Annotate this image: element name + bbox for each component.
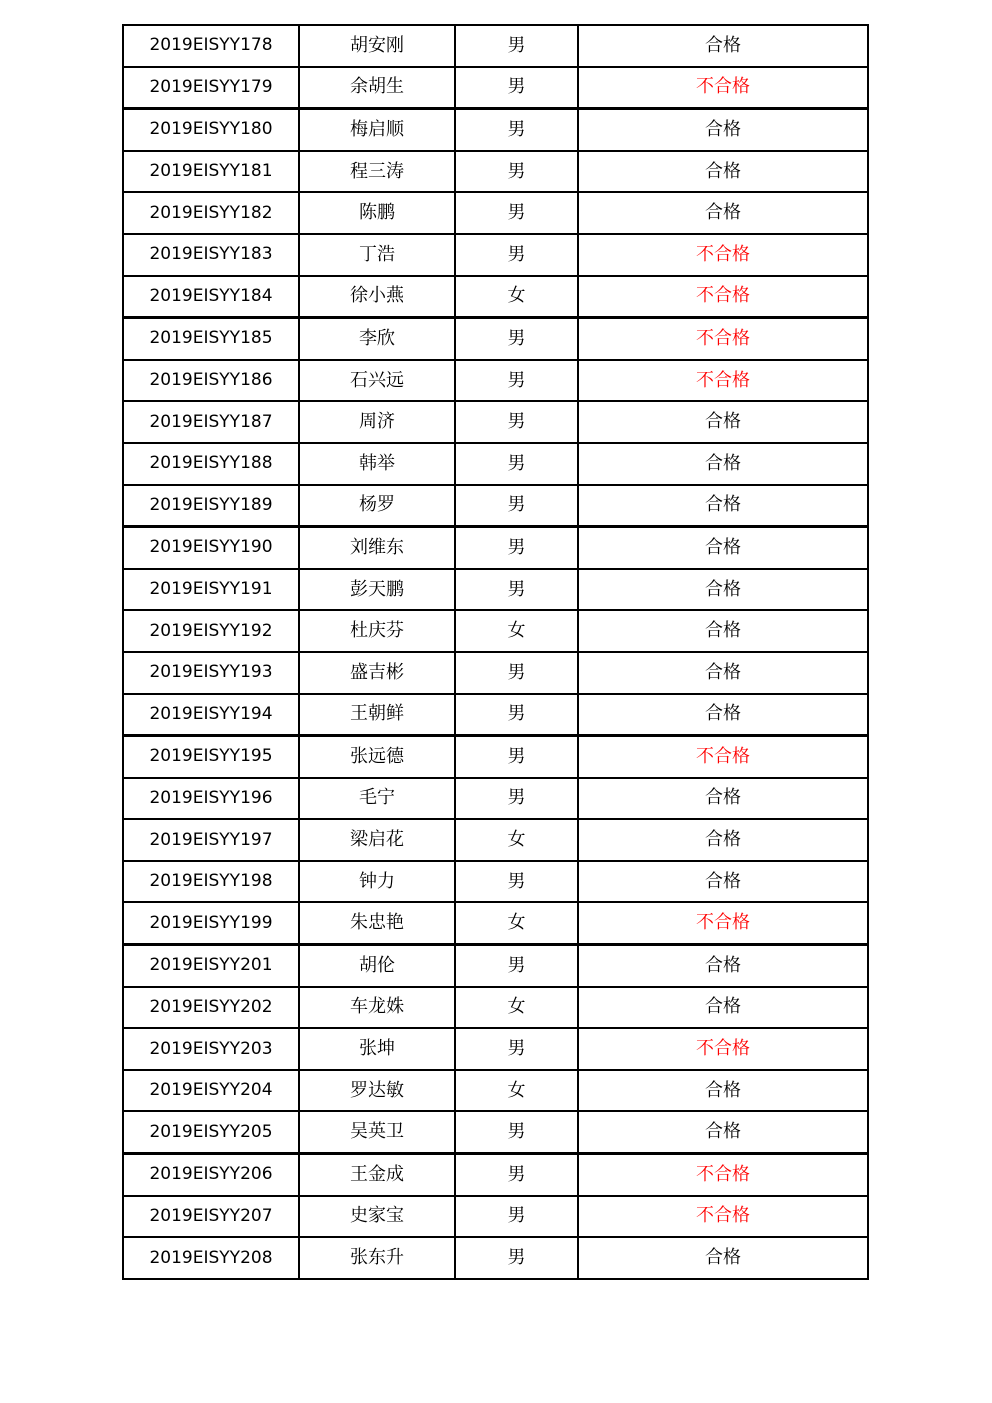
candidate-name-cell: 王金成: [299, 1154, 455, 1196]
table-row: [123, 151, 868, 193]
candidate-gender-cell: 男: [455, 527, 578, 569]
table-row: [123, 1196, 868, 1238]
result-cell: 不合格: [578, 276, 868, 318]
table-row: [123, 67, 868, 109]
table-row: [123, 234, 868, 276]
result-cell: 合格: [578, 1111, 868, 1153]
candidate-id-cell: 2019EISYY187: [123, 401, 299, 443]
result-cell: 合格: [578, 569, 868, 611]
candidate-name-cell: 盛吉彬: [299, 652, 455, 694]
candidate-id-cell: 2019EISYY203: [123, 1028, 299, 1070]
result-cell: 不合格: [578, 1196, 868, 1238]
candidate-id-cell: 2019EISYY207: [123, 1196, 299, 1238]
candidate-gender-cell: 女: [455, 819, 578, 861]
candidate-name-cell: 程三涛: [299, 151, 455, 193]
candidate-id-cell: 2019EISYY190: [123, 527, 299, 569]
candidate-gender-cell: 男: [455, 192, 578, 234]
result-cell: 合格: [578, 485, 868, 527]
candidate-name-cell: 胡安刚: [299, 25, 455, 67]
candidate-id-cell: 2019EISYY205: [123, 1111, 299, 1153]
candidate-gender-cell: 男: [455, 151, 578, 193]
candidate-name-cell: 毛宁: [299, 778, 455, 820]
candidate-name-cell: 罗达敏: [299, 1070, 455, 1112]
table-row: [123, 987, 868, 1029]
candidate-gender-cell: 男: [455, 443, 578, 485]
candidate-id-cell: 2019EISYY196: [123, 778, 299, 820]
candidate-gender-cell: 男: [455, 1196, 578, 1238]
candidate-id-cell: 2019EISYY208: [123, 1237, 299, 1279]
candidate-name-cell: 石兴远: [299, 360, 455, 402]
table-row: [123, 109, 868, 151]
candidate-id-cell: 2019EISYY199: [123, 902, 299, 944]
candidate-name-cell: 彭天鹏: [299, 569, 455, 611]
table-row: [123, 276, 868, 318]
result-cell: 合格: [578, 1237, 868, 1279]
candidate-id-cell: 2019EISYY185: [123, 318, 299, 360]
result-cell: 不合格: [578, 1028, 868, 1070]
candidate-id-cell: 2019EISYY202: [123, 987, 299, 1029]
results-table-body: [123, 25, 868, 1279]
candidate-id-cell: 2019EISYY201: [123, 945, 299, 987]
table-row: [123, 25, 868, 67]
table-row: [123, 861, 868, 903]
table-row: [123, 318, 868, 360]
candidate-id-cell: 2019EISYY194: [123, 694, 299, 736]
table-row: [123, 1237, 868, 1279]
candidate-gender-cell: 男: [455, 67, 578, 109]
candidate-name-cell: 余胡生: [299, 67, 455, 109]
candidate-name-cell: 张远德: [299, 736, 455, 778]
candidate-name-cell: 梅启顺: [299, 109, 455, 151]
table-row: [123, 485, 868, 527]
results-table: [122, 24, 869, 1280]
candidate-gender-cell: 男: [455, 652, 578, 694]
candidate-gender-cell: 男: [455, 1237, 578, 1279]
candidate-gender-cell: 女: [455, 1070, 578, 1112]
candidate-id-cell: 2019EISYY184: [123, 276, 299, 318]
result-cell: 不合格: [578, 67, 868, 109]
table-row: [123, 945, 868, 987]
table-row: [123, 192, 868, 234]
result-cell: 合格: [578, 192, 868, 234]
result-cell: 合格: [578, 443, 868, 485]
candidate-name-cell: 朱忠艳: [299, 902, 455, 944]
result-cell: 合格: [578, 819, 868, 861]
candidate-gender-cell: 男: [455, 109, 578, 151]
candidate-name-cell: 李欣: [299, 318, 455, 360]
table-row: [123, 902, 868, 944]
candidate-id-cell: 2019EISYY192: [123, 610, 299, 652]
candidate-name-cell: 史家宝: [299, 1196, 455, 1238]
candidate-id-cell: 2019EISYY183: [123, 234, 299, 276]
candidate-name-cell: 杨罗: [299, 485, 455, 527]
result-cell: 不合格: [578, 1154, 868, 1196]
candidate-name-cell: 吴英卫: [299, 1111, 455, 1153]
table-row: [123, 569, 868, 611]
candidate-id-cell: 2019EISYY188: [123, 443, 299, 485]
candidate-gender-cell: 男: [455, 25, 578, 67]
table-row: [123, 360, 868, 402]
result-cell: 合格: [578, 861, 868, 903]
candidate-gender-cell: 男: [455, 778, 578, 820]
candidate-gender-cell: 男: [455, 694, 578, 736]
candidate-name-cell: 陈鹏: [299, 192, 455, 234]
table-row: [123, 778, 868, 820]
result-cell: 不合格: [578, 736, 868, 778]
candidate-name-cell: 丁浩: [299, 234, 455, 276]
candidate-gender-cell: 女: [455, 902, 578, 944]
result-cell: 合格: [578, 694, 868, 736]
candidate-id-cell: 2019EISYY186: [123, 360, 299, 402]
candidate-name-cell: 钟力: [299, 861, 455, 903]
result-cell: 不合格: [578, 318, 868, 360]
candidate-id-cell: 2019EISYY180: [123, 109, 299, 151]
candidate-gender-cell: 男: [455, 1028, 578, 1070]
candidate-gender-cell: 女: [455, 987, 578, 1029]
candidate-gender-cell: 男: [455, 1111, 578, 1153]
candidate-id-cell: 2019EISYY191: [123, 569, 299, 611]
candidate-id-cell: 2019EISYY193: [123, 652, 299, 694]
candidate-id-cell: 2019EISYY189: [123, 485, 299, 527]
candidate-name-cell: 周济: [299, 401, 455, 443]
candidate-id-cell: 2019EISYY178: [123, 25, 299, 67]
candidate-id-cell: 2019EISYY204: [123, 1070, 299, 1112]
candidate-id-cell: 2019EISYY198: [123, 861, 299, 903]
candidate-id-cell: 2019EISYY181: [123, 151, 299, 193]
table-row: [123, 736, 868, 778]
candidate-gender-cell: 男: [455, 318, 578, 360]
result-cell: 不合格: [578, 360, 868, 402]
candidate-gender-cell: 男: [455, 569, 578, 611]
result-cell: 合格: [578, 25, 868, 67]
candidate-id-cell: 2019EISYY179: [123, 67, 299, 109]
candidate-gender-cell: 男: [455, 945, 578, 987]
candidate-gender-cell: 男: [455, 736, 578, 778]
table-row: [123, 694, 868, 736]
result-cell: 合格: [578, 401, 868, 443]
result-cell: 合格: [578, 1070, 868, 1112]
result-cell: 不合格: [578, 902, 868, 944]
table-row: [123, 652, 868, 694]
result-cell: 合格: [578, 652, 868, 694]
candidate-name-cell: 车龙姝: [299, 987, 455, 1029]
table-row: [123, 443, 868, 485]
candidate-name-cell: 张坤: [299, 1028, 455, 1070]
candidate-id-cell: 2019EISYY182: [123, 192, 299, 234]
candidate-gender-cell: 女: [455, 610, 578, 652]
candidate-gender-cell: 男: [455, 861, 578, 903]
table-row: [123, 1154, 868, 1196]
candidate-name-cell: 张东升: [299, 1237, 455, 1279]
candidate-name-cell: 杜庆芬: [299, 610, 455, 652]
result-cell: 合格: [578, 610, 868, 652]
table-row: [123, 527, 868, 569]
candidate-name-cell: 胡伦: [299, 945, 455, 987]
candidate-id-cell: 2019EISYY206: [123, 1154, 299, 1196]
result-cell: 不合格: [578, 234, 868, 276]
table-row: [123, 819, 868, 861]
table-row: [123, 1111, 868, 1153]
candidate-gender-cell: 女: [455, 276, 578, 318]
candidate-gender-cell: 男: [455, 234, 578, 276]
result-cell: 合格: [578, 945, 868, 987]
candidate-gender-cell: 男: [455, 401, 578, 443]
table-row: [123, 1028, 868, 1070]
candidate-id-cell: 2019EISYY195: [123, 736, 299, 778]
result-cell: 合格: [578, 987, 868, 1029]
candidate-gender-cell: 男: [455, 485, 578, 527]
result-cell: 合格: [578, 109, 868, 151]
candidate-name-cell: 韩举: [299, 443, 455, 485]
candidate-name-cell: 王朝鲜: [299, 694, 455, 736]
table-row: [123, 401, 868, 443]
result-cell: 合格: [578, 527, 868, 569]
result-cell: 合格: [578, 778, 868, 820]
candidate-name-cell: 徐小燕: [299, 276, 455, 318]
candidate-name-cell: 梁启花: [299, 819, 455, 861]
candidate-gender-cell: 男: [455, 1154, 578, 1196]
candidate-name-cell: 刘维东: [299, 527, 455, 569]
candidate-gender-cell: 男: [455, 360, 578, 402]
candidate-id-cell: 2019EISYY197: [123, 819, 299, 861]
table-row: [123, 610, 868, 652]
result-cell: 合格: [578, 151, 868, 193]
table-row: [123, 1070, 868, 1112]
